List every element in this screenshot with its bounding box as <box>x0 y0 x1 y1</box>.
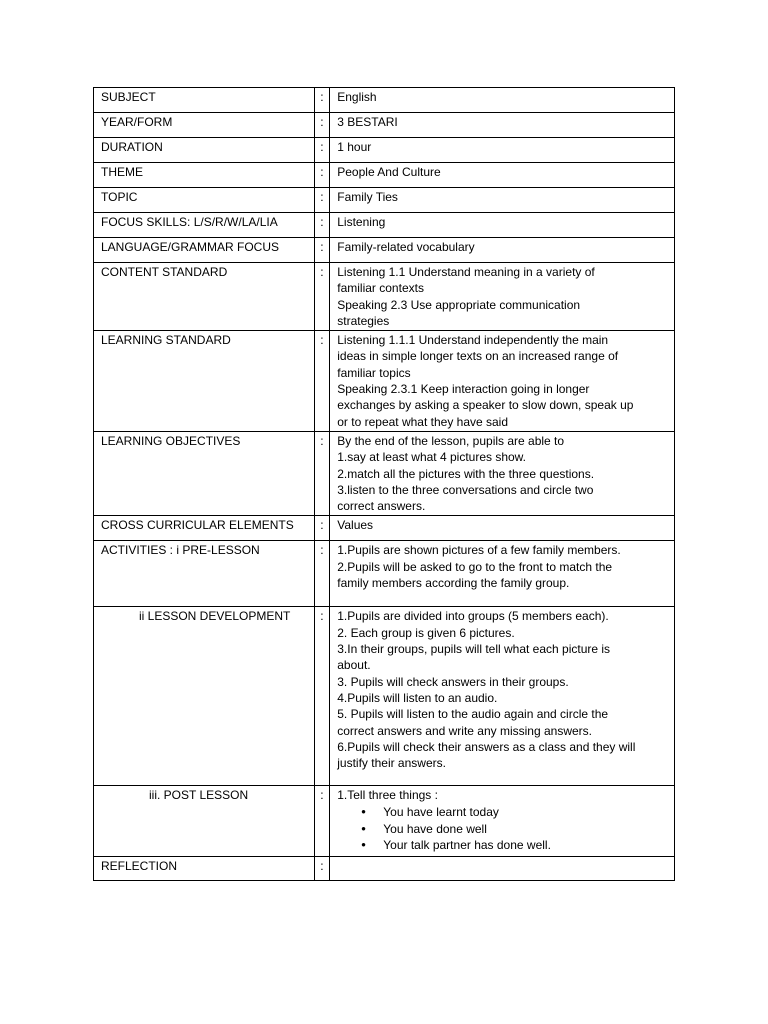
row-label: FOCUS SKILLS: L/S/R/W/LA/LIA <box>94 213 315 238</box>
row-colon: : <box>315 88 330 113</box>
text-line: 3.listen to the three conversations and circle two <box>337 482 594 497</box>
row-label: ii LESSON DEVELOPMENT <box>94 607 315 786</box>
row-label: LANGUAGE/GRAMMAR FOCUS <box>94 238 315 263</box>
row-value: Listening <box>330 213 675 238</box>
row-value: Values <box>330 516 675 541</box>
row-label: LEARNING STANDARD <box>94 331 315 432</box>
text-line: correct answers. <box>337 499 426 514</box>
row-value: English <box>330 88 675 113</box>
text-line: 2. Each group is given 6 pictures. <box>337 625 515 640</box>
bullet-item: • You have done well <box>383 821 668 838</box>
row-value <box>330 857 675 881</box>
text-line: about. <box>337 658 371 673</box>
text-line: Speaking 2.3.1 Keep interaction going in longer <box>337 382 590 397</box>
row-value <box>330 786 675 857</box>
row-value: 3 BESTARI <box>330 113 675 138</box>
row-duration <box>94 138 675 163</box>
text-line: or to repeat what they have said <box>337 414 509 429</box>
text-line: By the end of the lesson, pupils are able to <box>337 433 565 448</box>
row-value <box>330 331 675 432</box>
row-cross-curricular <box>94 516 675 541</box>
row-year-form <box>94 113 675 138</box>
text-line: familiar topics <box>337 365 411 380</box>
text-line: 1.Tell three things : <box>337 788 438 803</box>
bullet-item: • You have learnt today <box>383 804 668 821</box>
text-line: family members according the family group. <box>337 576 570 591</box>
row-colon: : <box>315 431 330 515</box>
text-line: strategies <box>337 313 390 328</box>
text-line: 5. Pupils will listen to the audio again and circle the <box>337 707 609 722</box>
row-label: iii. POST LESSON <box>94 786 315 857</box>
row-value <box>330 431 675 515</box>
lesson-plan-table <box>93 87 675 881</box>
text-line: correct answers and write any missing answers. <box>337 723 593 738</box>
row-label: DURATION <box>94 138 315 163</box>
row-colon: : <box>315 263 330 331</box>
row-colon: : <box>315 607 330 786</box>
row-value: Family Ties <box>330 188 675 213</box>
row-learning-standard <box>94 331 675 432</box>
row-label: THEME <box>94 163 315 188</box>
row-colon: : <box>315 331 330 432</box>
row-colon: : <box>315 138 330 163</box>
text-line: Listening 1.1 Understand meaning in a variety of <box>337 265 595 279</box>
text-line: 2.match all the pictures with the three questions. <box>337 466 595 481</box>
text-line: familiar contexts <box>337 281 424 296</box>
row-subject <box>94 88 675 113</box>
text-line: 3. Pupils will check answers in their groups. <box>337 674 569 689</box>
text-line: 4.Pupils will listen to an audio. <box>337 690 498 705</box>
row-learning-objectives <box>94 431 675 515</box>
row-value <box>330 263 675 331</box>
row-colon: : <box>315 857 330 881</box>
text-line: 1.say at least what 4 pictures show. <box>337 450 527 465</box>
text-line: 3.In their groups, pupils will tell what each picture is <box>337 642 611 657</box>
row-label: ACTIVITIES : i PRE-LESSON <box>94 541 315 607</box>
row-content-standard <box>94 263 675 331</box>
row-reflection <box>94 857 675 881</box>
text-line: 1.Pupils are divided into groups (5 members each). <box>337 609 609 624</box>
bullet-list <box>337 804 668 854</box>
text-line: justify their answers. <box>337 756 446 771</box>
row-topic <box>94 188 675 213</box>
row-colon: : <box>315 541 330 607</box>
row-pre-lesson <box>94 541 675 607</box>
text-line: 2.Pupils will be asked to go to the front to match the <box>337 559 613 574</box>
row-label: SUBJECT <box>94 88 315 113</box>
bullet-item: • Your talk partner has done well. <box>383 837 668 854</box>
row-colon: : <box>315 113 330 138</box>
row-value: Family-related vocabulary <box>330 238 675 263</box>
row-value: 1 hour <box>330 138 675 163</box>
row-label: CROSS CURRICULAR ELEMENTS <box>94 516 315 541</box>
row-value <box>330 607 675 786</box>
text-line: 1.Pupils are shown pictures of a few family members. <box>337 543 621 558</box>
row-label: REFLECTION <box>94 857 315 881</box>
text-line: exchanges by asking a speaker to slow down, speak up <box>337 398 634 413</box>
row-value: People And Culture <box>330 163 675 188</box>
row-language-grammar-focus <box>94 238 675 263</box>
row-colon: : <box>315 786 330 857</box>
text-line: Speaking 2.3 Use appropriate communication <box>337 297 581 312</box>
row-label: CONTENT STANDARD <box>94 263 315 331</box>
row-colon: : <box>315 213 330 238</box>
row-label: LEARNING OBJECTIVES <box>94 431 315 515</box>
row-colon: : <box>315 238 330 263</box>
text-line: 6.Pupils will check their answers as a class and they will <box>337 739 636 754</box>
row-label: TOPIC <box>94 188 315 213</box>
row-lesson-development <box>94 607 675 786</box>
row-colon: : <box>315 163 330 188</box>
row-theme <box>94 163 675 188</box>
row-label: YEAR/FORM <box>94 113 315 138</box>
text-line: ideas in simple longer texts on an increased range of <box>337 349 619 364</box>
text-line: Listening 1.1.1 Understand independently the main <box>337 333 609 348</box>
row-colon: : <box>315 188 330 213</box>
row-post-lesson <box>94 786 675 857</box>
row-colon: : <box>315 516 330 541</box>
row-value <box>330 541 675 607</box>
row-focus-skills <box>94 213 675 238</box>
